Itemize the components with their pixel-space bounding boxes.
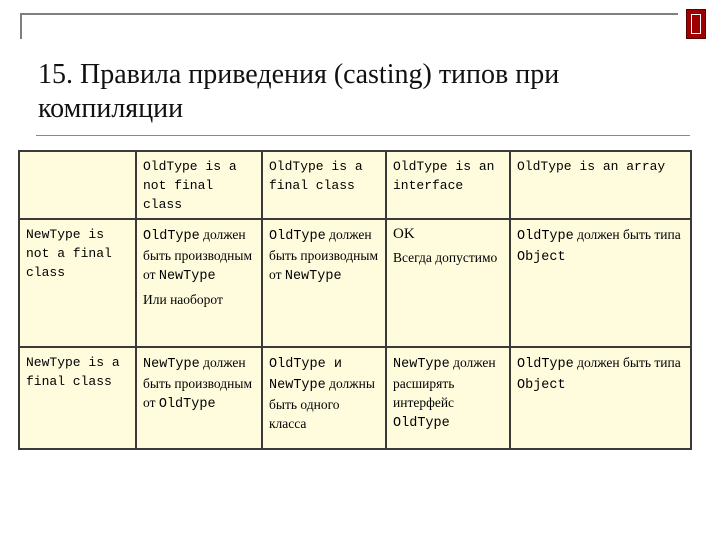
rule-phrase: должен быть производным от bbox=[143, 227, 253, 282]
rule-text bbox=[393, 353, 503, 433]
type-name: Type bbox=[417, 357, 450, 372]
type-name: Old bbox=[517, 357, 542, 372]
type-name: Object bbox=[517, 378, 566, 393]
rule-text bbox=[143, 353, 255, 414]
rule-text bbox=[517, 353, 684, 395]
type-name: Type и bbox=[293, 357, 342, 372]
type-name: Type bbox=[541, 229, 574, 244]
rule-text bbox=[269, 353, 379, 433]
rule-cell bbox=[262, 219, 386, 347]
rule-phrase: должен расширять интерфейс bbox=[393, 355, 496, 410]
type-name: Old bbox=[143, 229, 168, 244]
header-cell: OldType is an interface bbox=[386, 151, 510, 219]
type-name: Type bbox=[167, 229, 200, 244]
table-header-row bbox=[19, 151, 691, 219]
rule-phrase: должен быть типа bbox=[573, 227, 681, 242]
rule-text bbox=[143, 225, 255, 286]
type-name: Object bbox=[517, 250, 566, 265]
rule-cell bbox=[386, 219, 510, 347]
top-frame-line bbox=[20, 13, 678, 39]
type-name: New bbox=[269, 378, 294, 393]
rule-text bbox=[269, 225, 379, 286]
type-name: Type bbox=[309, 269, 342, 284]
header-cell: OldType is a final class bbox=[262, 151, 386, 219]
casting-rules-table bbox=[18, 150, 692, 450]
type-name: Old bbox=[393, 416, 418, 431]
type-name: Type bbox=[183, 269, 216, 284]
rule-phrase: должен быть типа bbox=[573, 355, 681, 370]
rule-cell bbox=[262, 347, 386, 449]
rule-cell bbox=[510, 347, 691, 449]
rule-cell bbox=[136, 219, 262, 347]
rule-cell bbox=[136, 347, 262, 449]
rule-text bbox=[517, 225, 684, 267]
type-name: Type bbox=[293, 229, 326, 244]
title-divider bbox=[36, 135, 690, 136]
type-name: Type bbox=[167, 357, 200, 372]
row-label-cell: NewType is a final class bbox=[19, 347, 136, 449]
table-row bbox=[19, 219, 691, 347]
type-name: Type bbox=[541, 357, 574, 372]
type-name: Type bbox=[417, 416, 450, 431]
type-name: New bbox=[158, 269, 184, 284]
type-name: Old bbox=[517, 229, 542, 244]
rule-phrase: должны быть одного класса bbox=[269, 376, 375, 431]
header-cell: OldType is a not final class bbox=[136, 151, 262, 219]
type-name: Old bbox=[158, 397, 184, 412]
table-row bbox=[19, 347, 691, 449]
type-name: Old bbox=[269, 229, 294, 244]
rule-phrase: должен быть производным от bbox=[143, 355, 253, 410]
rule-cell bbox=[510, 219, 691, 347]
corner-cell bbox=[19, 151, 136, 219]
type-name: Old bbox=[269, 357, 294, 372]
slide-corner-mark bbox=[686, 9, 706, 39]
type-name: New bbox=[284, 269, 310, 284]
type-name: Type bbox=[293, 378, 326, 393]
rule-note: Всегда допустимо bbox=[393, 250, 498, 265]
type-name: New bbox=[143, 357, 168, 372]
type-name: Type bbox=[183, 397, 216, 412]
type-name: New bbox=[393, 357, 418, 372]
rule-note: Или наоборот bbox=[143, 292, 223, 307]
header-cell: OldType is an array bbox=[510, 151, 691, 219]
rule-cell bbox=[386, 347, 510, 449]
rule-phrase: должен быть производным от bbox=[269, 227, 379, 282]
rule-ok: OK bbox=[393, 226, 415, 242]
slide-title: 15. Правила приведения (casting) типов при компиляции bbox=[38, 59, 560, 124]
row-label-cell: NewType is not a final class bbox=[19, 219, 136, 347]
